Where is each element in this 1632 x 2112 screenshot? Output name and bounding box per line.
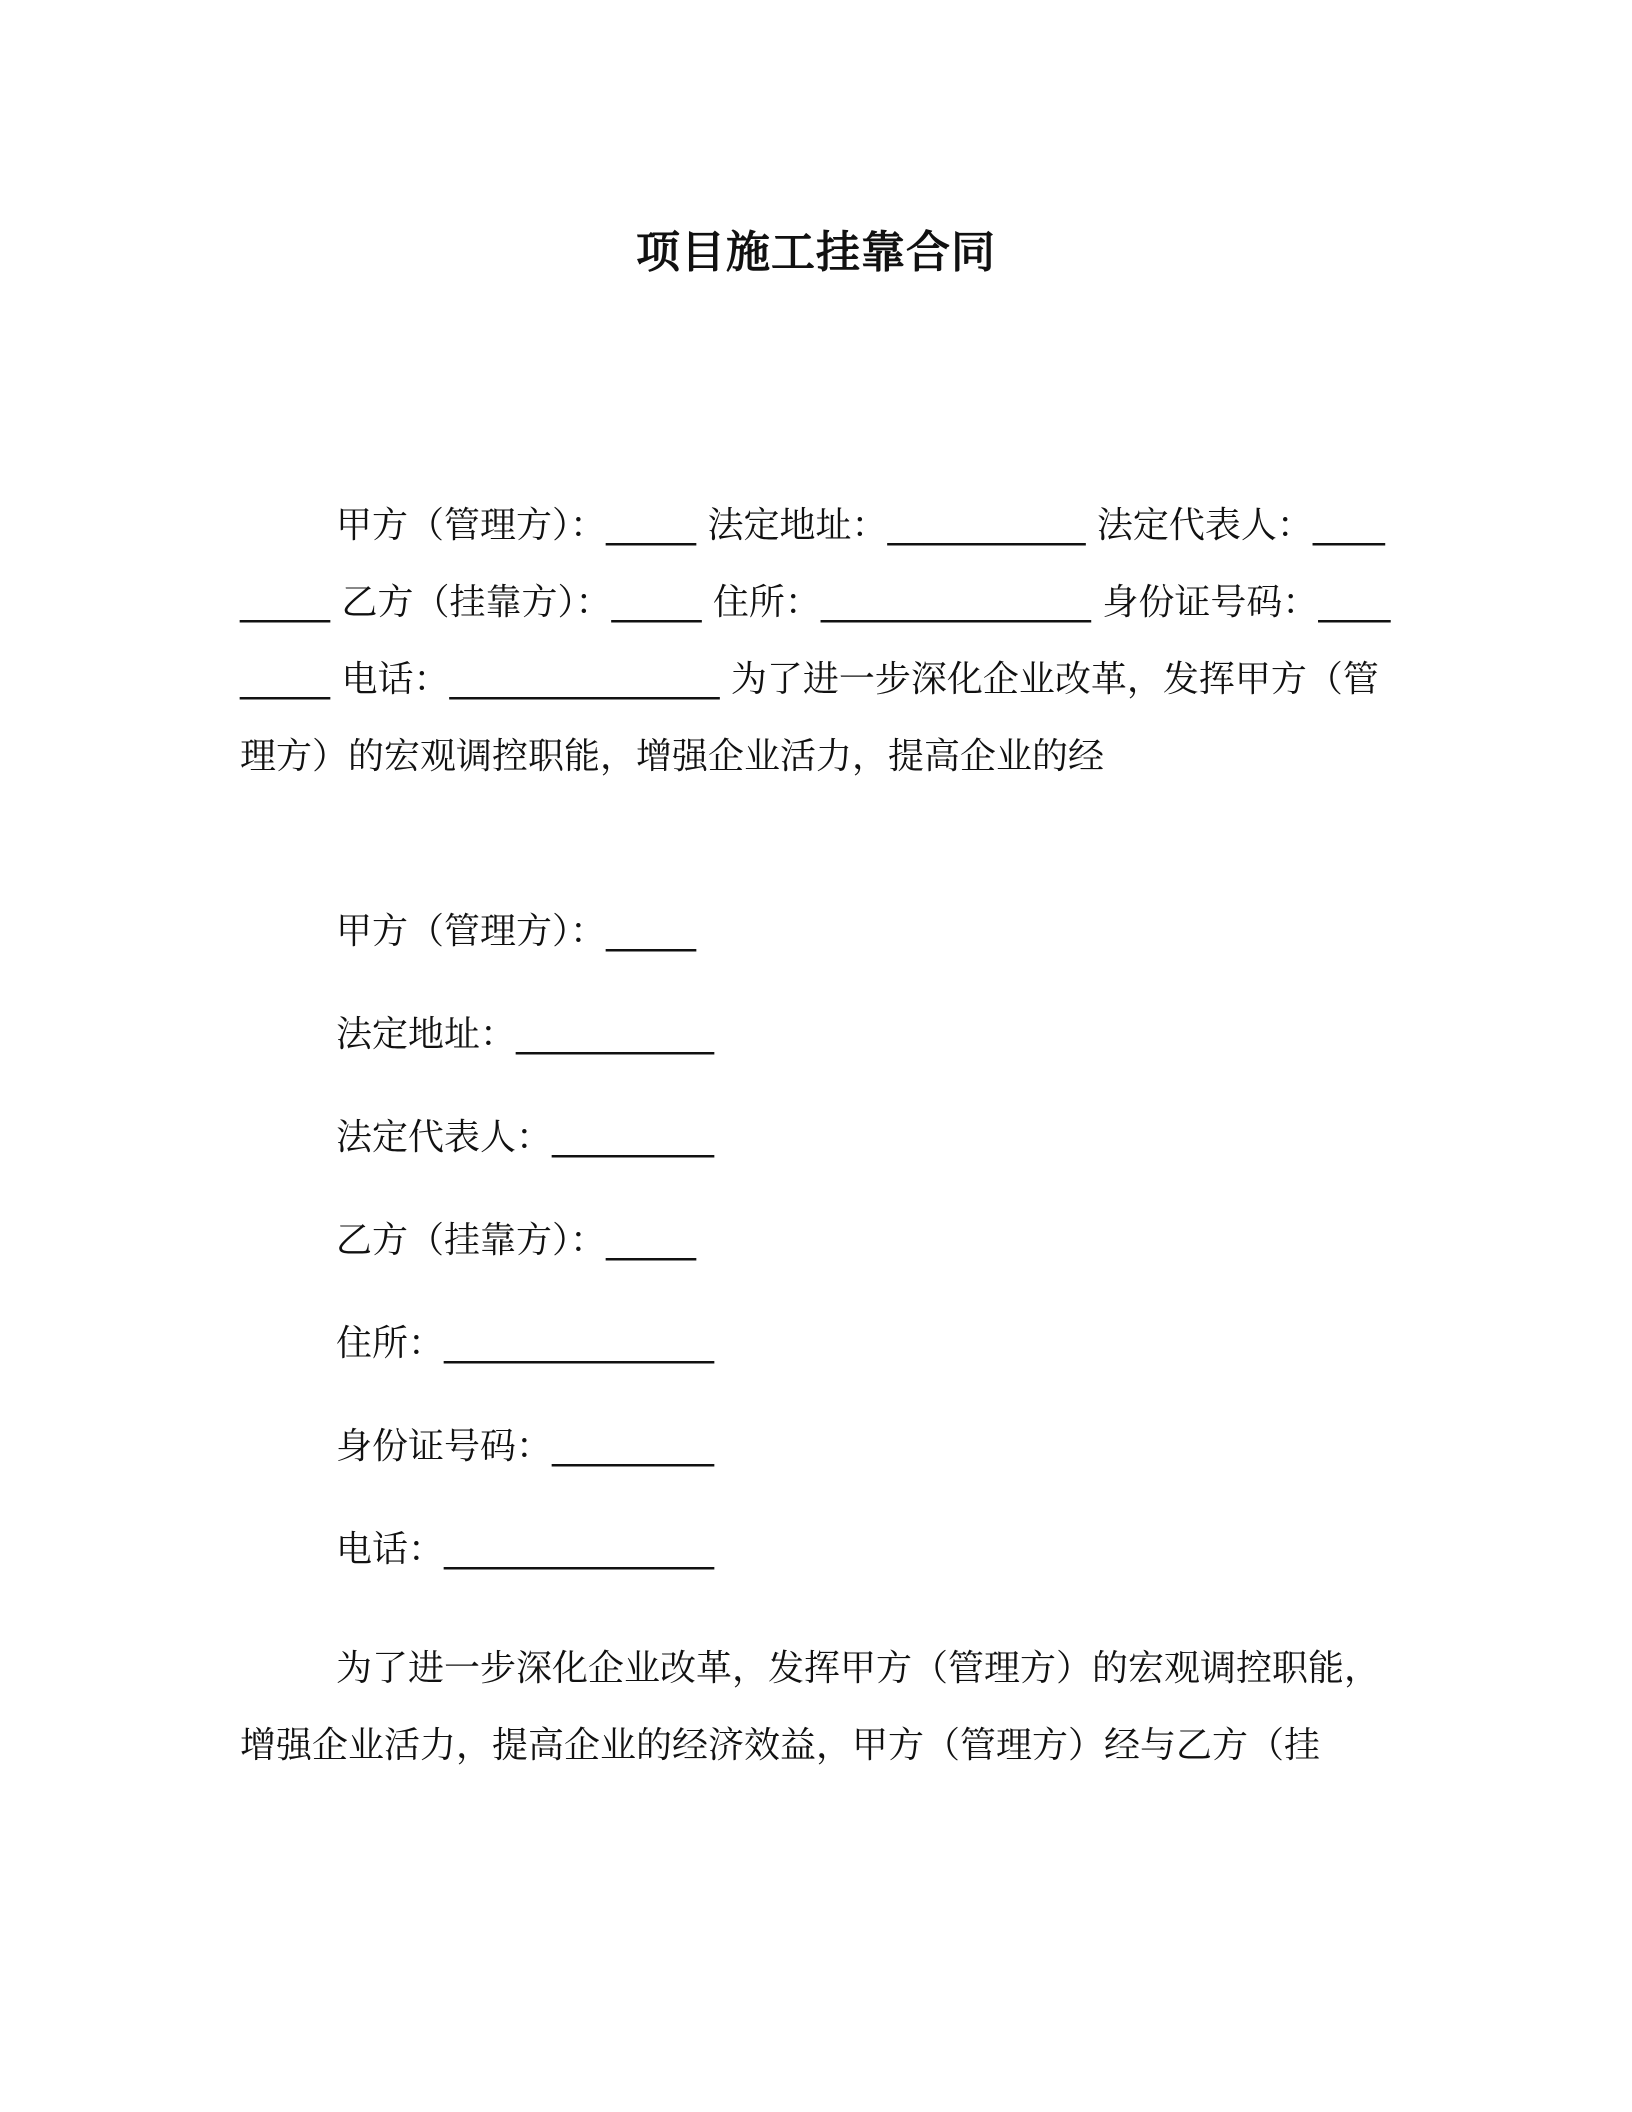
- field-id-number: 身份证号码：_________: [336, 1426, 715, 1467]
- document-title: 项目施工挂靠合同: [636, 227, 996, 278]
- field-phone: 电话：_______________: [336, 1529, 715, 1570]
- body-paragraph: 为了进一步深化企业改革，发挥甲方（管理方）的宏观调控职能，增强企业活力，提高企业的经济效益，甲方（管理方）经与乙方（挂: [240, 1648, 1381, 1766]
- field-residence: 住所：_______________: [336, 1323, 715, 1364]
- field-legal-representative: 法定代表人：_________: [336, 1117, 715, 1158]
- field-party-b: 乙方（挂靠方）：_____: [336, 1220, 697, 1261]
- field-party-a: 甲方（管理方）：_____: [336, 911, 697, 952]
- intro-paragraph: 甲方（管理方）：_____ 法定地址：___________ 法定代表人：_________ 乙方（挂靠方）：_____ 住所：_______________ 身份证号码：_________ 电话：_______________ 为了进一步深化企业改革，发挥甲方（管理方）的宏观调控职能，增强企业活力，提高企业的经: [240, 505, 1391, 777]
- field-legal-address: 法定地址：___________: [336, 1014, 715, 1055]
